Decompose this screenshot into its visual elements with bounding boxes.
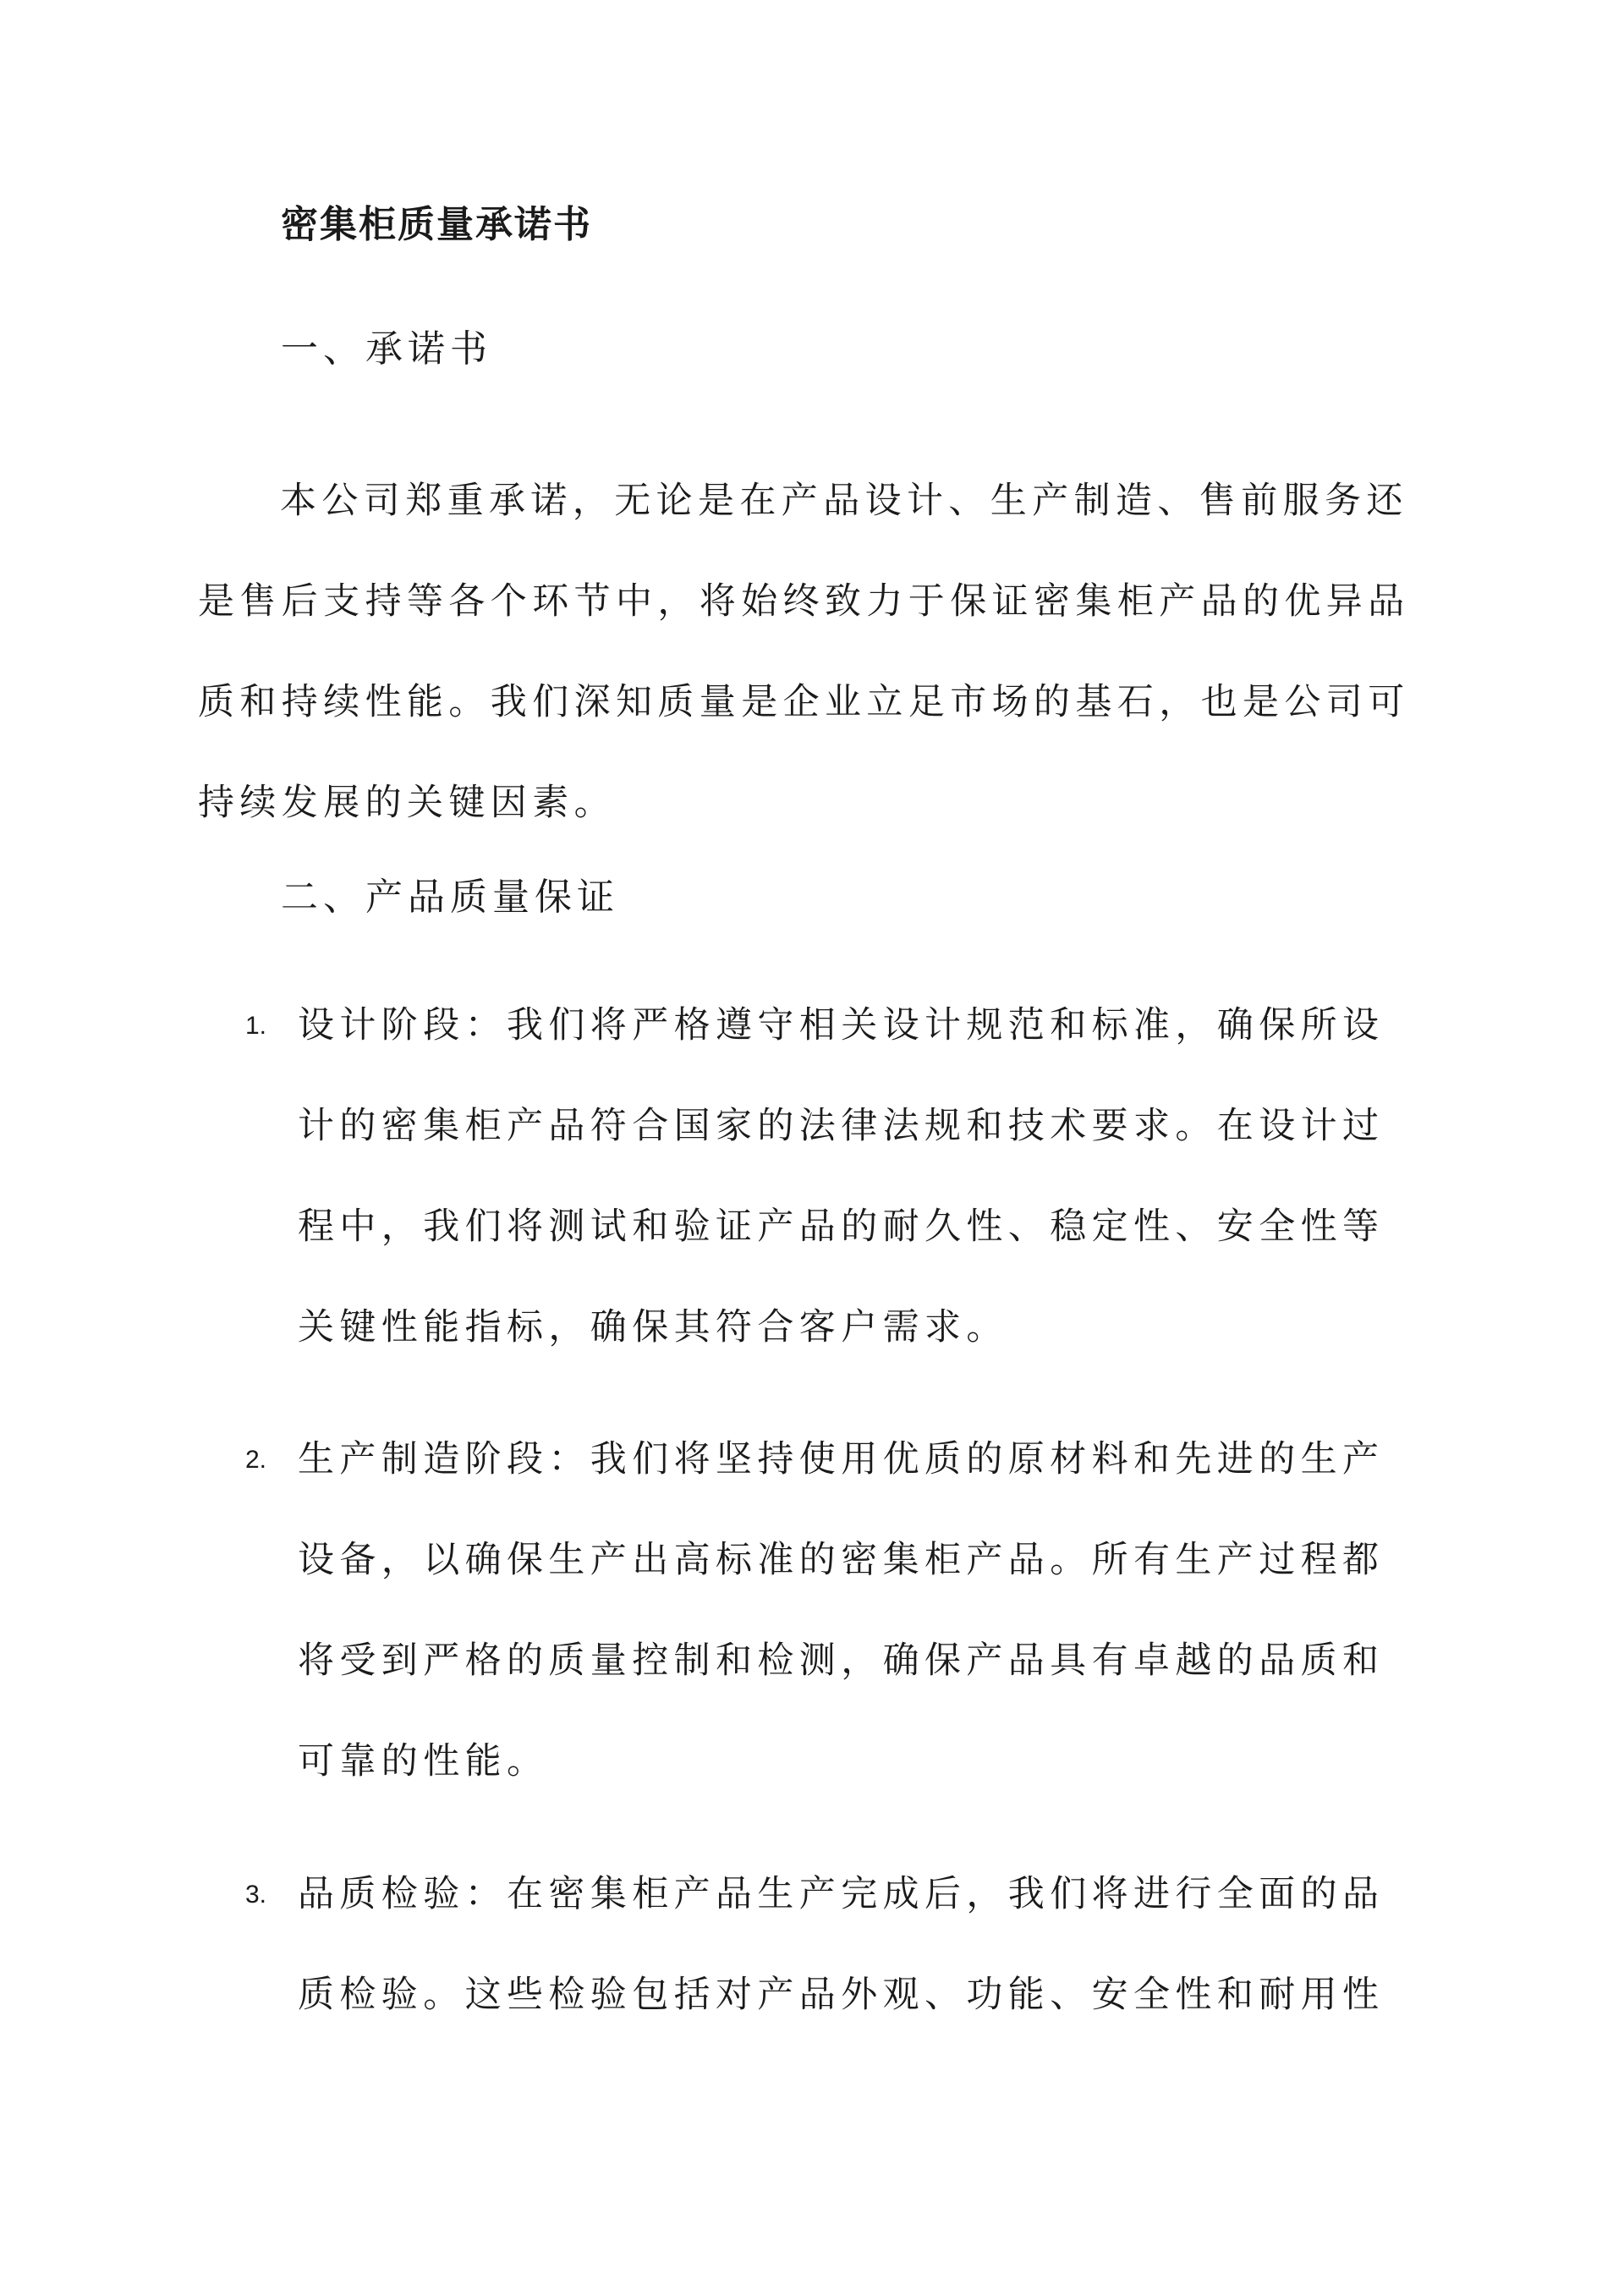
document-title: 密集柜质量承诺书 [281,203,592,246]
commitment-paragraph: 本公司郑重承诺，无论是在产品设计、生产制造、售前服务还是售后支持等各个环节中，将始终致力于保证密集柜产品的优异品质和持续性能。我们深知质量是企业立足市场的基石，也是公司可持续发展的关键因素。 [198,480,1410,824]
section-heading-commitment: 一、承诺书 [281,327,492,371]
list-item-number: 1. [245,1012,267,1040]
section-heading-quality-guarantee: 二、产品质量保证 [281,876,619,919]
list-item-text: 生产制造阶段：我们将坚持使用优质的原材料和先进的生产设备，以确保生产出高标准的密集柜产品。所有生产过程都将受到严格的质量控制和检测，确保产品具有卓越的品质和可靠的性能。 [298,1438,1385,1782]
list-item-number: 2. [245,1446,267,1474]
list-item-number: 3. [245,1881,267,1909]
list-item-text: 品质检验：在密集柜产品生产完成后，我们将进行全面的品质检验。这些检验包括对产品外观、功能、安全性和耐用性 [298,1873,1385,2016]
list-item-text: 设计阶段：我们将严格遵守相关设计规范和标准，确保所设计的密集柜产品符合国家的法律法规和技术要求。在设计过程中，我们将测试和验证产品的耐久性、稳定性、安全性等关键性能指标，确保其符合客户需求。 [298,1004,1385,1348]
